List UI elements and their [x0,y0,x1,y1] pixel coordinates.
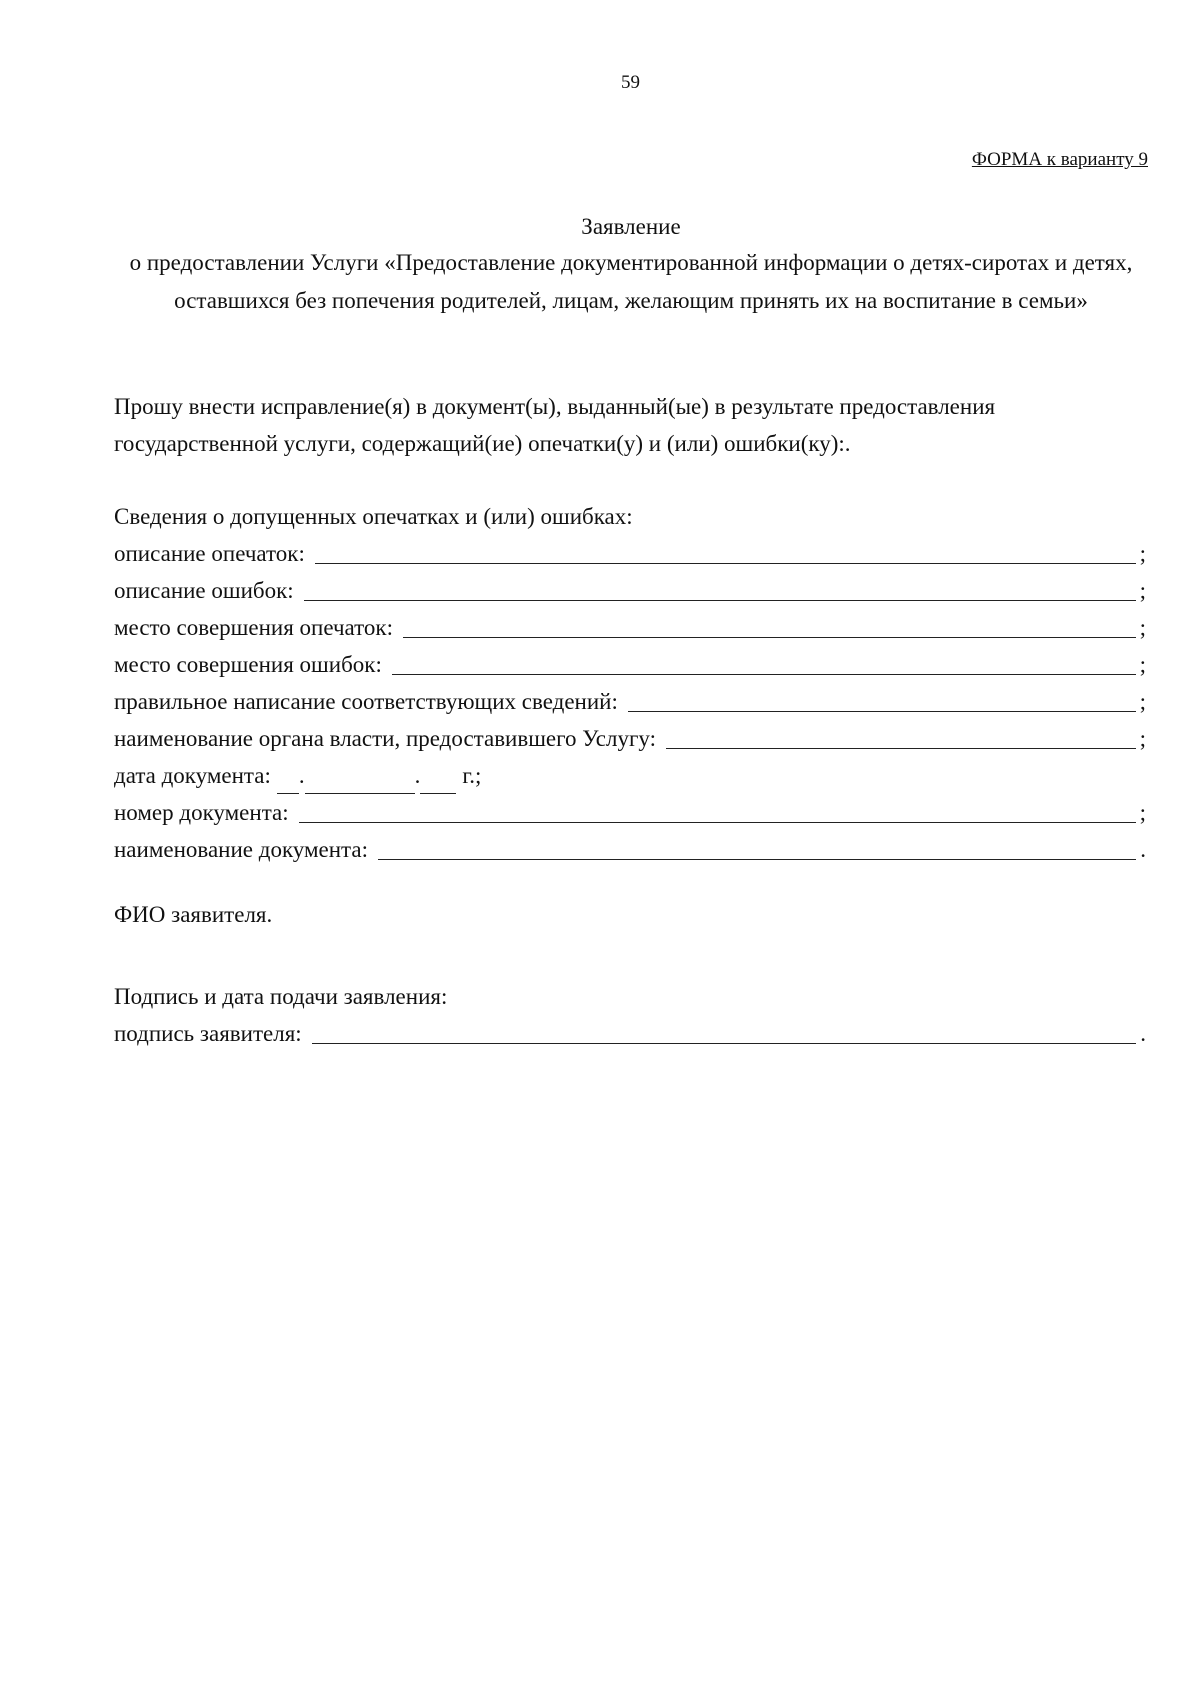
field-terminator: ; [1139,541,1146,566]
title-line-2: о предоставлении Услуги «Предоставление документированной информации о детях-сиротах и детях, оставшихся без попечения родителей, лицам, желающим принять их на воспитание в семьи» [129,250,1133,313]
field-label: правильное написание соответствующих сведений: [114,689,618,714]
field-terminator: ; [1139,800,1146,825]
date-separator: . [414,763,421,788]
field-terminator: ; [1139,726,1146,751]
field-label: дата документа: [114,763,271,788]
errors-section-heading: Сведения о допущенных опечатках и (или) ошибках: [114,504,633,529]
fill-in-line[interactable] [299,822,1136,823]
page-number: 59 [621,72,640,93]
fill-in-line[interactable] [304,600,1136,601]
field-document-number [114,794,1146,831]
field-terminator: ; [1139,652,1146,677]
field-label: номер документа: [114,800,289,825]
fill-in-line[interactable] [666,748,1136,749]
date-suffix: г.; [462,763,482,788]
field-label: подпись заявителя: [114,1021,302,1046]
field-label: место совершения опечаток: [114,615,393,640]
date-year-blank[interactable] [420,793,456,794]
field-terminator: ; [1139,578,1146,603]
document-title [120,208,1142,320]
field-correct-spelling [114,683,1146,720]
form-reference: ФОРМА к варианту 9 [971,149,1148,170]
field-typo-location [114,609,1146,646]
fill-in-line[interactable] [628,711,1136,712]
fill-in-line[interactable] [315,563,1136,564]
field-label: место совершения ошибок: [114,652,382,677]
fill-in-line[interactable] [312,1043,1137,1044]
field-error-location [114,646,1146,683]
field-authority-name [114,720,1146,757]
field-terminator: . [1140,1021,1146,1046]
fill-in-line[interactable] [403,637,1136,638]
field-applicant-signature [114,1015,1146,1052]
signature-section-heading: Подпись и дата подачи заявления: [114,984,448,1009]
field-label: описание опечаток: [114,541,305,566]
field-terminator: ; [1139,689,1146,714]
fill-in-line[interactable] [378,859,1136,860]
field-error-description [114,572,1146,609]
field-terminator: ; [1139,615,1146,640]
field-document-name [114,831,1146,868]
field-document-date [114,757,1146,794]
signature-section [114,978,1146,1052]
field-label: наименование документа: [114,837,368,862]
fill-in-line[interactable] [392,674,1136,675]
date-month-blank[interactable] [305,793,415,794]
field-label: описание ошибок: [114,578,294,603]
request-paragraph: Прошу внести исправление(я) в документ(ы), выданный(ые) в результате предоставления государственной услуги, содержащий(ие) опечатки(у) и (или) ошибки(ку):. [114,394,996,456]
field-typo-description [114,535,1146,572]
field-label: наименование органа власти, предоставившего Услугу: [114,726,656,751]
field-terminator: . [1140,837,1146,862]
date-separator: . [298,763,305,788]
title-line-1: Заявление [581,214,681,239]
errors-section [114,498,1146,868]
applicant-name-label: ФИО заявителя. [114,902,273,927]
